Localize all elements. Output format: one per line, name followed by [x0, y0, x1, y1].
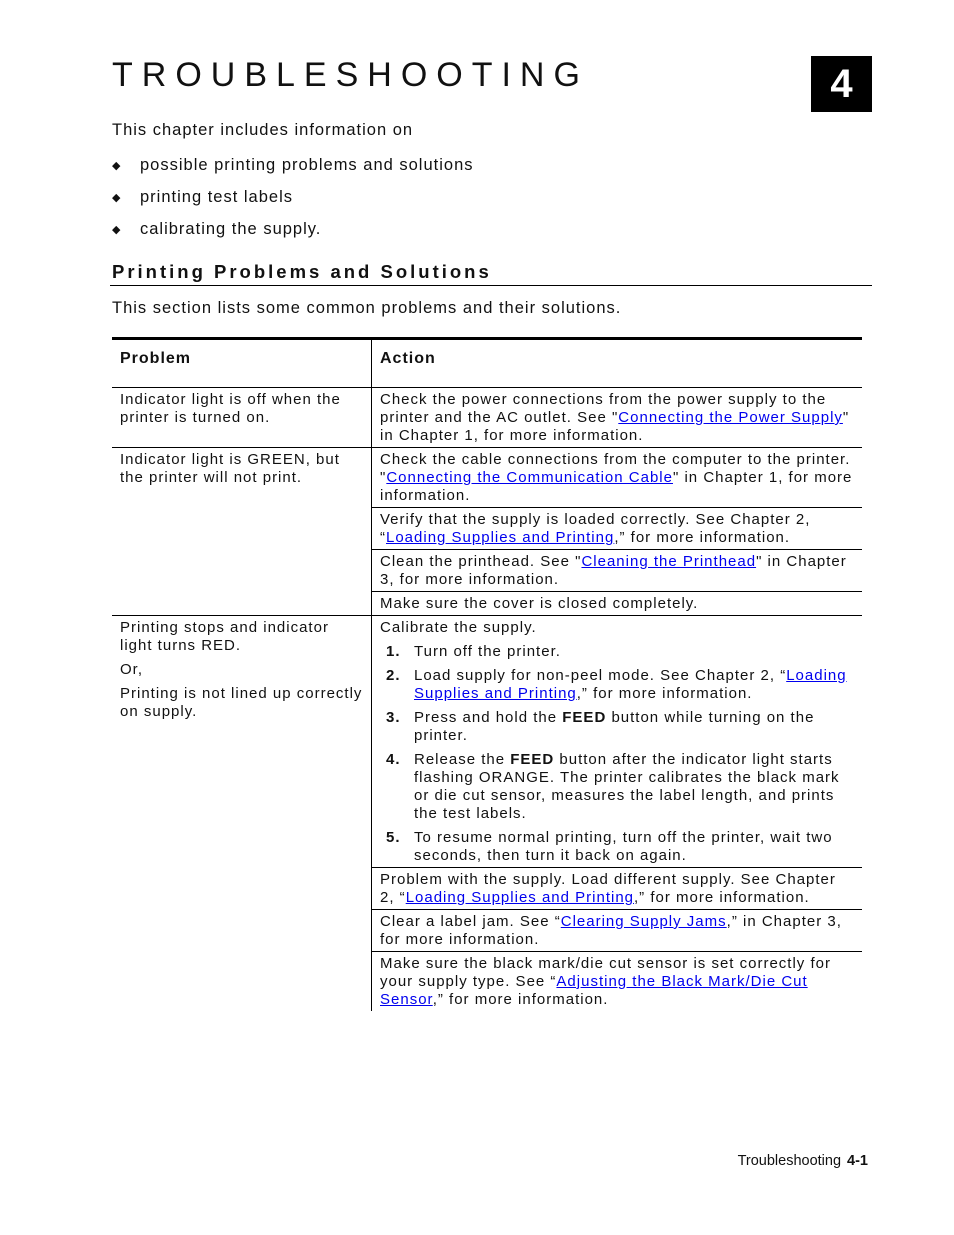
step-item: 3. Press and hold the FEED button while turning on the printer. [386, 709, 815, 744]
section-intro: This section lists some common problems and their solutions. [112, 299, 622, 317]
page-title: TROUBLESHOOTING [112, 56, 589, 94]
link-loading-supplies[interactable]: Loading Supplies and Printing [386, 529, 615, 546]
table-row [112, 616, 862, 868]
list-item: ◆ possible printing problems and solutions [112, 156, 474, 174]
action-cell: Calibrate the supply. 1. Turn off the printer. 2. Load supply for non-peel mode. See Chapter 2, “Loading Supplies and Printing,” for more information. 3. Press and hold the FEED button while turning on the printer. 4. Release the FEED button after the indicator light starts flashing ORANGE. The printer calibrates the black mark or die cut sensor, measures the label length, and prints the test labels. 5. To resume normal printing, turn off the printer, wait two seconds, then turn it back on again. [372, 616, 863, 868]
table-header-row [112, 339, 862, 388]
problem-cell: Indicator light is GREEN, but the printer will not print. [112, 448, 372, 616]
action-cell: Verify that the supply is loaded correctly. See Chapter 2, “Loading Supplies and Printing,” for more information. [372, 508, 863, 550]
footer-section-label: Troubleshooting [737, 1153, 842, 1169]
action-cell: Check the power connections from the power supply to the printer and the AC outlet. See "Connecting the Power Supply" in Chapter 1, for more information. [372, 388, 863, 448]
action-cell: Make sure the black mark/die cut sensor is set correctly for your supply type. See “Adjusting the Black Mark/Die Cut Sensor,” for more information. [380, 955, 831, 1008]
problem-cell: Indicator light is off when the printer is turned on. [112, 388, 372, 448]
intro-bullet-list [112, 156, 474, 252]
diamond-bullet-icon: ◆ [112, 160, 122, 172]
problem-cell: Printing stops and indicator light turns RED. Or, Printing is not lined up correctly on supply. [112, 616, 372, 1012]
section-divider [110, 285, 872, 286]
step-item: 4. Release the FEED button after the indicator light starts flashing ORANGE. The printer calibrates the black mark or die cut sensor, measures the label length, and prints the test labels. [386, 751, 840, 822]
step-item: 5. To resume normal printing, turn off the printer, wait two seconds, then turn it back on again. [386, 829, 833, 864]
list-item: ◆ printing test labels [112, 188, 293, 206]
action-cell: Problem with the supply. Load different supply. See Chapter 2, “Loading Supplies and Printing,” for more information. [372, 868, 863, 910]
page-footer [738, 1153, 868, 1169]
list-item: ◆ calibrating the supply. [112, 220, 322, 238]
chapter-number-badge: 4 [811, 56, 872, 112]
step-item: 1. Turn off the printer. [386, 643, 561, 660]
action-cell: Make sure the cover is closed completely. [372, 592, 863, 616]
action-cell: Check the cable connections from the computer to the printer. "Connecting the Communication Cable" in Chapter 1, for more information. [372, 448, 863, 508]
link-connecting-power-supply[interactable]: Connecting the Power Supply [618, 409, 843, 426]
problems-table [112, 337, 862, 1011]
action-column-header: Action [372, 339, 863, 388]
step-item: 2. Load supply for non-peel mode. See Chapter 2, “Loading Supplies and Printing,” for more information. [386, 667, 847, 702]
link-loading-supplies[interactable]: Loading Supplies and Printing [405, 889, 635, 906]
problem-column-header: Problem [112, 339, 372, 388]
diamond-bullet-icon: ◆ [112, 224, 122, 236]
diamond-bullet-icon: ◆ [112, 192, 122, 204]
link-adjusting-sensor[interactable]: Adjusting the Black Mark/Die Cut Sensor [380, 973, 808, 1008]
action-cell: Clear a label jam. See “Clearing Supply Jams,” in Chapter 3, for more information. [372, 910, 863, 952]
action-cell: Clean the printhead. See "Cleaning the Printhead" in Chapter 3, for more information. [372, 550, 863, 592]
link-connecting-communication-cable[interactable]: Connecting the Communication Cable [386, 469, 673, 486]
link-clearing-supply-jams[interactable]: Clearing Supply Jams [560, 913, 727, 930]
page-number: 4-1 [847, 1153, 868, 1169]
chapter-intro: This chapter includes information on [112, 121, 414, 139]
link-cleaning-printhead[interactable]: Cleaning the Printhead [581, 553, 757, 570]
link-loading-supplies[interactable]: Loading Supplies and Printing [414, 667, 847, 702]
table-row [112, 388, 862, 448]
section-heading: Printing Problems and Solutions [112, 261, 492, 282]
table-row [112, 448, 862, 508]
